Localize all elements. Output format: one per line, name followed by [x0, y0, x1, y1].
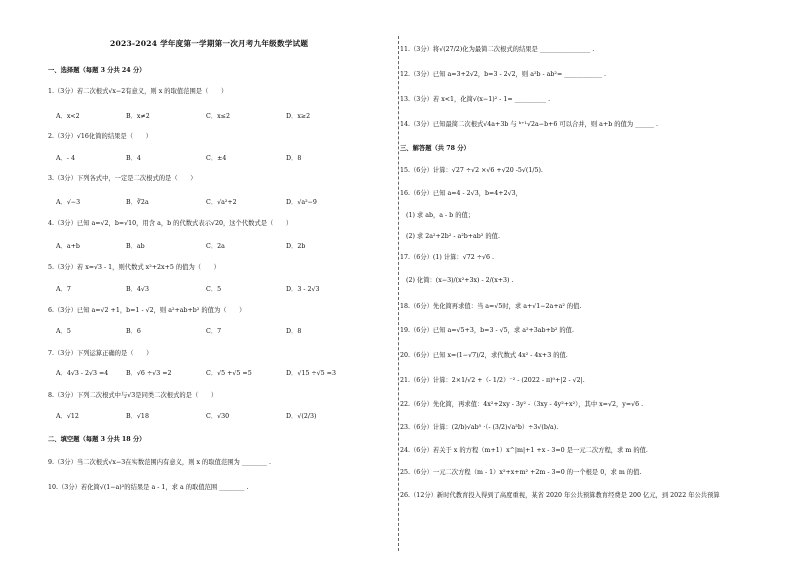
column-divider: [398, 36, 399, 551]
question-q3: 3.（3分）下列各式中，一定是二次根式的是（ ）: [48, 175, 197, 182]
answer-option: C．x≤2: [206, 113, 230, 120]
section-heading: 三、解答题（共 78 分）: [400, 145, 470, 152]
answer-option: D．√15 ÷√5 =3: [286, 370, 336, 377]
question-q13: 13.（3分）若 x<1，化简√(x−1)² - 1= __________ .: [400, 96, 551, 103]
question-q9: 9.（3分）当二次根式√x−3在实数范围内有意义，则 x 的取值范围为 ________ .: [48, 459, 272, 466]
answer-option: B．√18: [126, 413, 149, 420]
page-title: 2023-2024 学年度第一学期第一次月考九年级数学试题: [110, 39, 309, 48]
question-q23: 23.（6分）计算：(2/b)√ab⁵ ·（- (3/2)√a³b）÷3√(b/a).: [400, 424, 559, 431]
question-q26: 26.（12分）新时代教育投入得到了高度重视，某省 2020 年公共预算教育经费是 200 亿元，到 2022 年公共预算: [400, 492, 720, 499]
question-q24: 24.（6分）若关于 x 的方程（m+1）x^|m|+1 +x - 3=0 是一元二次方程，求 m 的值.: [400, 447, 648, 454]
question-q6: 6.（3分）已知 a=√2 +1，b=1 - √2，则 a²+ab+b² 的值为（ ）: [48, 307, 246, 314]
answer-option: D．3 - 2√3: [286, 286, 320, 293]
question-q4: 4.（3分）已知 a=√2，b=√10，用含 a，b 的代数式表示√20，这个代数式是（ ）: [48, 220, 293, 227]
question-q12: 12.（3分）已知 a=3+2√2，b=3 - 2√2，则 a²b - ab²= ____________ .: [400, 71, 607, 78]
section-heading: 一、选择题（每题 3 分共 24 分）: [48, 67, 146, 74]
answer-option: A．7: [56, 286, 71, 293]
answer-option: A．5: [56, 328, 71, 335]
question-q25: 25.（6分）一元二次方程（m - 1）x²+x+m² +2m - 3=0 的一个根是 0，求 m 的值.: [400, 469, 642, 476]
question-q16a: (1) 求 ab，a - b 的值；: [406, 212, 475, 219]
answer-option: A．x<2: [56, 113, 80, 120]
answer-option: C．±4: [206, 155, 227, 162]
answer-option: D．8: [286, 328, 302, 335]
question-q17: 17.（6分）(1) 计算：√72 ÷√6 .: [400, 254, 495, 261]
answer-option: B．4√3: [126, 286, 149, 293]
question-q22: 22.（6分）先化简，再求值：4x²+2xy - 3y² -（3xy - 4y²+x²），其中 x=√2，y=√6 .: [400, 401, 644, 408]
question-q16b: (2) 求 2a²+2b² - a²b+ab² 的值.: [406, 233, 500, 240]
question-q17b: (2) 化简：(x−3)/(x²+3x) - 2/(x+3) .: [406, 277, 514, 284]
answer-option: D．√(2/3): [286, 413, 317, 420]
section-heading: 二、填空题（每题 3 分共 18 分）: [48, 436, 146, 443]
answer-option: D．x≥2: [286, 113, 311, 120]
question-q15: 15.（6分）计算：√27 ÷√2 ×√6 +√20 -5√(1/5).: [400, 167, 543, 174]
question-q11: 11.（3分）将√(27/2)化为最简二次根式的结果是 ________________ .: [400, 46, 595, 53]
answer-option: C．5: [206, 286, 222, 293]
answer-option: A．4√3 - 2√3 =4: [56, 370, 109, 377]
answer-option: B．x≠2: [126, 113, 150, 120]
answer-option: C．√5 +√5 =5: [206, 370, 252, 377]
answer-option: B．√6 ÷√3 =2: [126, 370, 172, 377]
question-q1: 1.（3分）若二次根式√x−2有意义，则 x 的取值范围是（ ）: [48, 88, 228, 95]
question-q14: 14.（3分）已知最简二次根式√4a+3b 与 ᵇ⁺¹√2a−b+6 可以合并，则 a+b 的值为 ______ .: [400, 121, 659, 128]
answer-option: D．√a²−9: [286, 199, 317, 206]
answer-option: B．4: [126, 155, 141, 162]
answer-option: A．a+b: [56, 243, 80, 250]
answer-option: D．2b: [286, 243, 306, 250]
answer-option: A．√12: [56, 413, 79, 420]
question-q8: 8.（3分）下列二次根式中与√3是同类二次根式的是（ ）: [48, 392, 218, 399]
question-q10: 10.（3分）若化简√(1−a)²的结果是 a - 1，求 a 的取值范围 ________ .: [48, 484, 249, 491]
question-q16: 16.（6分）已知 a=4 - 2√3，b=4+2√3，: [400, 190, 522, 197]
answer-option: A．- 4: [56, 155, 75, 162]
question-q5: 5.（3分）若 x=√3 - 1，则代数式 x²+2x+5 的值为（ ）: [48, 264, 220, 271]
question-q7: 7.（3分）下列运算正确的是（ ）: [48, 350, 153, 357]
question-q18: 18.（6分）先化简再求值：当 a=√5时，求 a+√1−2a+a² 的值.: [400, 303, 582, 310]
answer-option: C．7: [206, 328, 222, 335]
answer-option: C．√a²+2: [206, 199, 237, 206]
answer-option: B．6: [126, 328, 141, 335]
answer-option: B．ab: [126, 243, 145, 250]
question-q20: 20.（6分）已知 x=(1−√7)/2，求代数式 4x² - 4x+3 的值.: [400, 352, 568, 359]
question-q19: 19.（6分）已知 a=√5+3，b=3 - √5，求 a²+3ab+b² 的值.: [400, 327, 574, 334]
answer-option: C．2a: [206, 243, 225, 250]
answer-option: A．√−3: [56, 199, 81, 206]
answer-option: D．8: [286, 155, 302, 162]
answer-option: B．∛2a: [126, 199, 149, 206]
question-q21: 21.（6分）计算：2×1/√2 +（- 1/2）⁻² - (2022 - π)⁰+|2 - √2|.: [400, 377, 585, 384]
answer-option: C．√30: [206, 413, 230, 420]
question-q2: 2.（3分）√16化简的结果是（ ）: [48, 133, 152, 140]
